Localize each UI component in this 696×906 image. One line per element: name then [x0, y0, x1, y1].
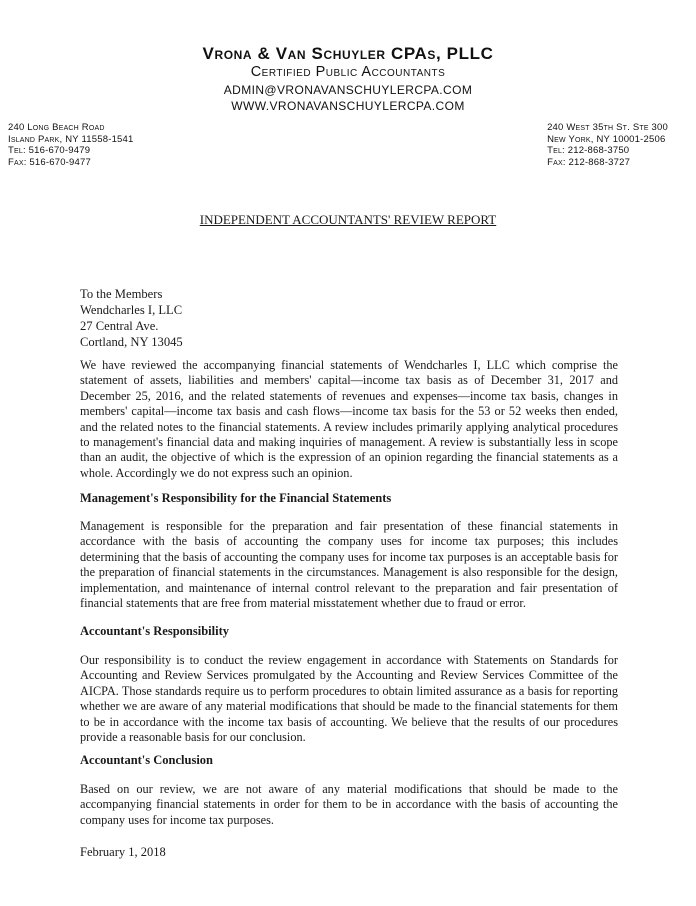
recipient-line: Cortland, NY 13045 — [80, 335, 183, 349]
office-left-street: 240 Long Beach Road — [8, 122, 105, 133]
office-address-left — [8, 122, 134, 168]
office-right-fax: Fax: 212-868-3727 — [547, 156, 631, 168]
office-left-tel: Tel: 516-670-9479 — [8, 145, 91, 157]
firm-name: Vrona & Van Schuyler CPAs, PLLC — [202, 44, 494, 63]
office-right-street: 240 West 35th St. Ste 300 — [547, 122, 668, 133]
section-heading-management: Management's Responsibility for the Financial Statements — [80, 491, 392, 505]
office-address-right — [547, 122, 668, 168]
firm-website: WWW.VRONAVANSCHUYLERCPA.COM — [231, 99, 465, 113]
recipient-line: To the Members — [80, 287, 163, 301]
section-body-accountant-responsibility: Our responsibility is to conduct the review engagement in accordance with Statements on Standards for Accounting and Review Services promulgated by the Accounting and Review Services Committee of the AICPA. Those standards require us to perform procedures to obtain limited assurance as a basis for reporting whether we are aware of any material modifications that should be made to the financial statements for them to be in accordance with the income tax basis of accounting. We believe that the results of our procedures provide a reasonable basis for our conclusion. — [80, 653, 618, 745]
section-heading-conclusion: Accountant's Conclusion — [80, 753, 214, 767]
section-heading-accountant-responsibility: Accountant's Responsibility — [80, 624, 229, 638]
office-left-fax: Fax: 516-670-9477 — [8, 156, 91, 168]
recipient-line: 27 Central Ave. — [80, 319, 159, 333]
section-body-management: Management is responsible for the preparation and fair presentation of these financial statements in accordance with the basis of accounting the company uses for income tax purposes; this includes determining that the basis of accounting the company uses for income tax purposes is an acceptable basis for the preparation of financial statements in the circumstances. Management is also responsible for the design, implementation, and maintenance of internal control relevant to the preparation and fair presentation of financial statements that are free from material misstatement whether due to fraud or error. — [80, 519, 618, 611]
recipient-block — [80, 286, 183, 350]
office-right-tel: Tel: 212-868-3750 — [547, 145, 630, 157]
section-body-conclusion: Based on our review, we are not aware of any material modifications that should be made to the accompanying financial statements in order for them to be in accordance with the basis of accounting the company uses for income tax purposes. — [80, 782, 618, 827]
office-left-city: Island Park, NY 11558-1541 — [8, 133, 134, 145]
firm-subtitle: Certified Public Accountants — [250, 64, 446, 80]
report-date: February 1, 2018 — [80, 845, 166, 859]
report-title: INDEPENDENT ACCOUNTANTS' REVIEW REPORT — [199, 212, 497, 227]
firm-email: ADMIN@VRONAVANSCHUYLERCPA.COM — [223, 83, 473, 97]
office-right-city: New York, NY 10001-2506 — [547, 133, 666, 145]
recipient-line: Wendcharles I, LLC — [80, 303, 183, 317]
intro-paragraph: We have reviewed the accompanying financial statements of Wendcharles I, LLC which comprise the statement of assets, liabilities and members' capital—income tax basis as of December 31, 2017 and December 25, 2016, and the related statements of revenues and expenses—income tax basis, changes in members' capital—income tax basis and cash flows—income tax basis for the 53 or 52 weeks then ended, and the related notes to the financial statements. A review includes primarily applying analytical procedures to management's financial data and making inquiries of management. A review is substantially less in scope than an audit, the objective of which is the expression of an opinion regarding the financial statements as a whole. Accordingly we do not express such an opinion. — [80, 358, 618, 480]
